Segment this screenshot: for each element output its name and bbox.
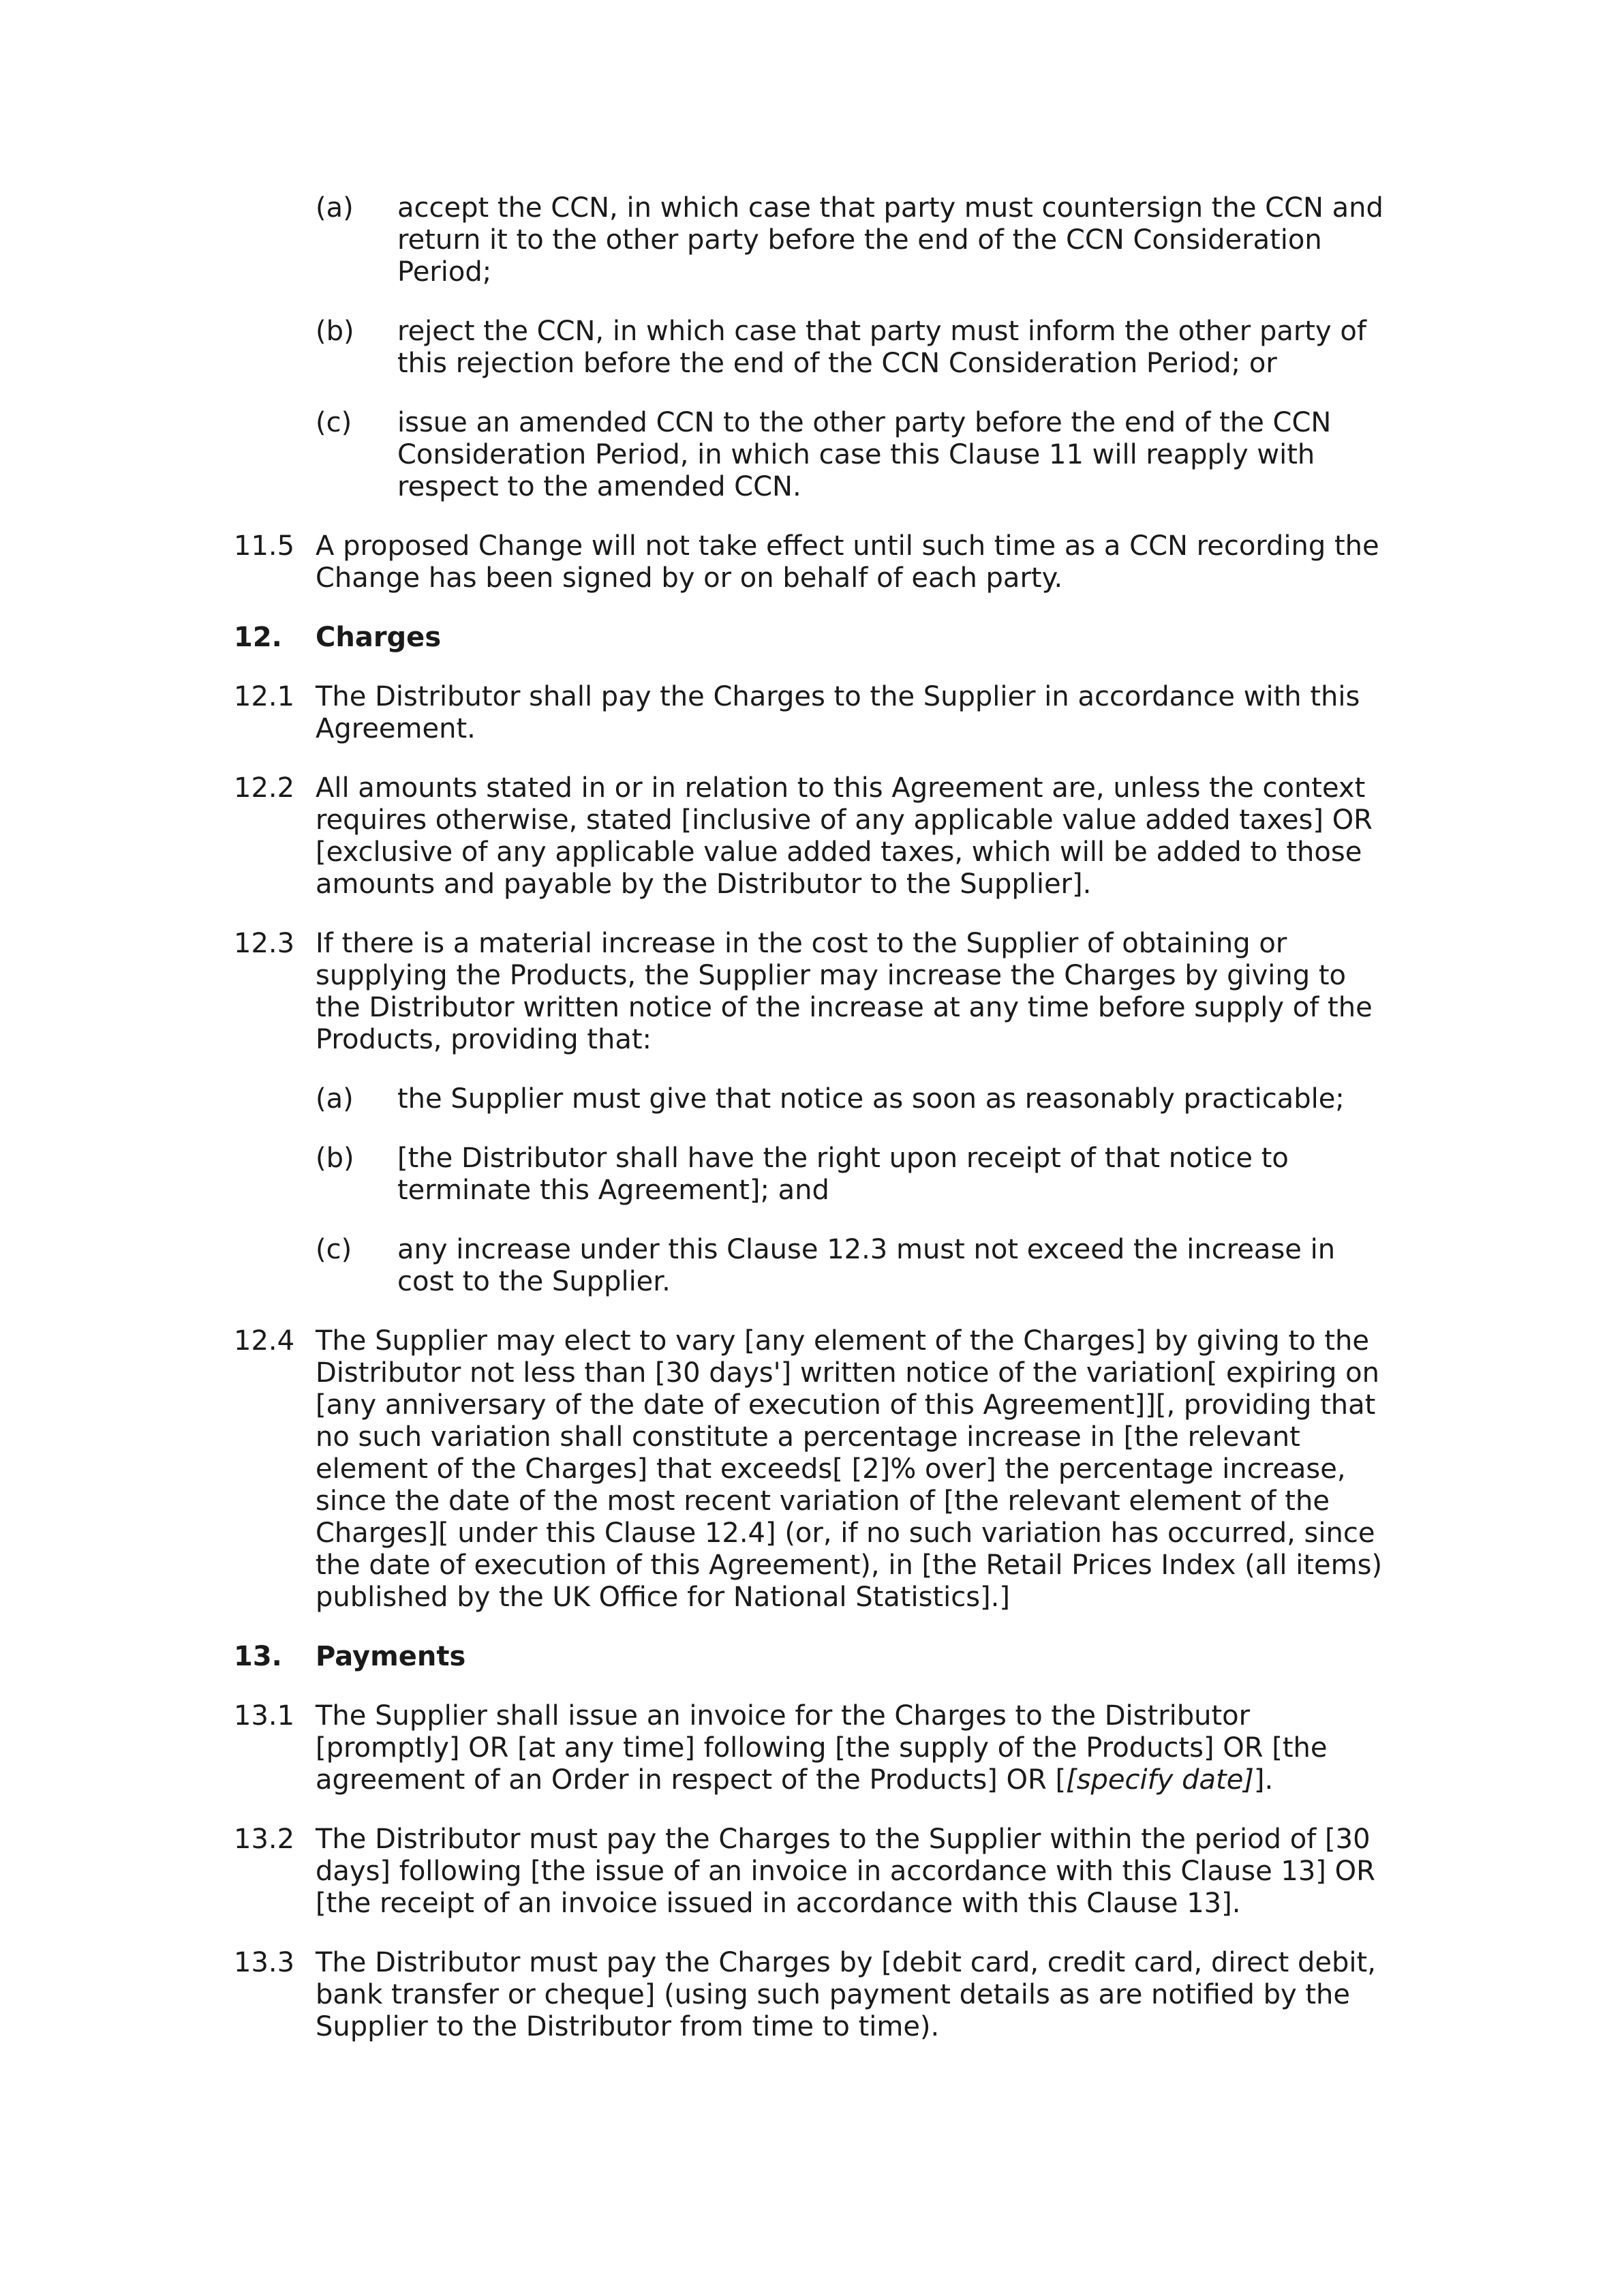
subclause-number: (c) [316, 407, 352, 438]
clause-number: 12.3 [234, 928, 295, 959]
subclause-number: (c) [316, 1234, 352, 1265]
clause-text-after: ]. [1253, 1764, 1274, 1796]
clause-number: 13.1 [234, 1700, 295, 1732]
clause-number: 13.3 [234, 1947, 295, 1978]
subclause-text: issue an amended CCN to the other party before the end of the CCN Consideration Period, in which case this Clause 11 will reapply with respect to the amended CCN. [397, 407, 1332, 502]
subclause-text: the Supplier must give that notice as soon as reasonably practicable; [397, 1083, 1345, 1115]
subclause-text: accept the CCN, in which case that party must countersign the CCN and return it to the other party before the end of the CCN Consideration Period; [397, 192, 1383, 288]
clause-text: If there is a material increase in the cost to the Supplier of obtaining or supplying the Products, the Supplier may increase the Charges by giving to the Distributor written notice of the increase at any time before supply of the Products, providing that: [316, 928, 1373, 1055]
section-number: 13. [234, 1641, 282, 1672]
section-heading-charges [234, 622, 1392, 654]
clause-12-3 [234, 928, 1392, 1056]
subclause-11-4-b [316, 316, 1392, 380]
clause-text-before: The Supplier shall issue an invoice for the Charges to the Distributor [promptly] OR [at any time] following [the supply of the Products] OR [the agreement of an Order in respect of the Products] OR [ [316, 1700, 1328, 1796]
clause-11-5 [234, 530, 1392, 594]
clause-text: The Distributor must pay the Charges to the Supplier within the period of [30 days] following [the issue of an invoice in accordance with this Clause 13] OR [the receipt of an invoice issued in accordance with this Clause 13]. [316, 1824, 1375, 1919]
clause-text: The Distributor must pay the Charges by [debit card, credit card, direct debit, bank transfer or cheque] (using such payment details as are notified by the Supplier to the Distributor from time to time). [316, 1947, 1376, 2042]
clause-number: 11.5 [234, 530, 295, 562]
section-title: Payments [316, 1641, 466, 1672]
subclause-12-3-c [316, 1234, 1392, 1298]
subclause-text: [the Distributor shall have the right upon receipt of that notice to terminate this Agreement]; and [397, 1143, 1289, 1206]
clause-number: 12.4 [234, 1325, 295, 1357]
subclause-12-3-b [316, 1143, 1392, 1207]
placeholder-specify-date: [specify date] [1066, 1764, 1254, 1796]
clause-12-1 [234, 681, 1392, 745]
subclause-text: any increase under this Clause 12.3 must not exceed the increase in cost to the Supplier. [397, 1234, 1336, 1297]
section-heading-payments [234, 1641, 1392, 1673]
clause-number: 12.1 [234, 681, 295, 712]
clause-text: A proposed Change will not take effect until such time as a CCN recording the Change has been signed by or on behalf of each party. [316, 530, 1379, 594]
section-title: Charges [316, 622, 442, 653]
subclause-number: (b) [316, 1143, 354, 1174]
clause-number: 13.2 [234, 1824, 295, 1855]
subclause-number: (a) [316, 1083, 354, 1115]
clause-13-3 [234, 1947, 1392, 2043]
clause-text: The Supplier may elect to vary [any element of the Charges] by giving to the Distributor not less than [30 days'] written notice of the variation[ expiring on [any anniversary of the date of execution of this Agreement]][, providing that no such variation shall constitute a percentage increase in [the relevant element of the Charges] that exceeds[ [2]% over] the percentage increase, since the date of the most recent variation of [the relevant element of the Charges][ under this Clause 12.4] (or, if no such variation has occurred, since the date of execution of this Agreement), in [the Retail Prices Index (all items) published by the UK Office for National Statistics].] [316, 1325, 1383, 1613]
clause-12-2 [234, 772, 1392, 901]
clause-text: The Distributor shall pay the Charges to the Supplier in accordance with this Agreement. [316, 681, 1360, 744]
subclause-number: (b) [316, 316, 354, 347]
clause-text: All amounts stated in or in relation to this Agreement are, unless the context requires otherwise, stated [inclusive of any applicable value added taxes] OR [exclusive of any applicable value added taxes, which will be added to those amounts and payable by the Distributor to the Supplier]. [316, 772, 1373, 900]
section-number: 12. [234, 622, 282, 653]
subclause-11-4-c [316, 407, 1392, 503]
clause-13-2 [234, 1824, 1392, 1920]
document-body [234, 192, 1392, 2070]
clause-12-4 [234, 1325, 1392, 1614]
subclause-12-3-a [316, 1083, 1392, 1115]
subclause-11-4-a [316, 192, 1392, 288]
subclause-text: reject the CCN, in which case that party must inform the other party of this rejection before the end of the CCN Consideration Period; or [397, 316, 1366, 379]
subclause-number: (a) [316, 192, 354, 224]
clause-13-1 [234, 1700, 1392, 1796]
clause-number: 12.2 [234, 772, 295, 804]
clause-text [316, 1700, 1392, 1796]
